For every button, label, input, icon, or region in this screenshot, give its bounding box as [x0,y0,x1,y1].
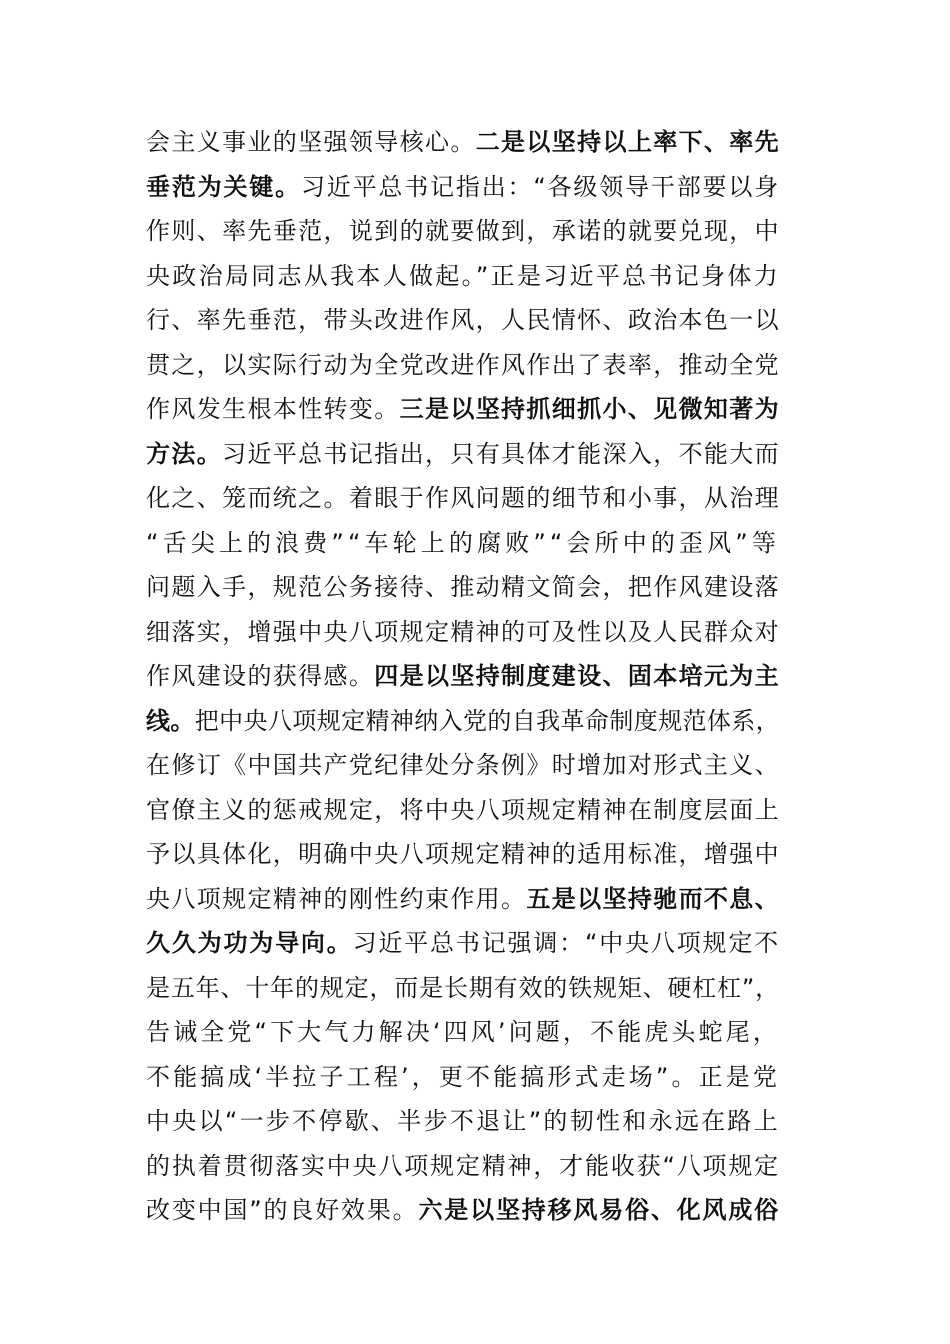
text-line [146,343,780,388]
text-line [146,743,780,788]
text-line [146,120,780,165]
body-text: 作风发生根本性转变。 [146,395,400,423]
bold-heading-text: 线。 [146,706,195,735]
body-text: 贯之，以实际行动为全党改进作风作出了表率，推动全党 [146,350,780,379]
body-text: 官僚主义的惩戒规定，将中央八项规定精神在制度层面上 [146,795,780,824]
body-text: 会主义事业的坚强领导核心。 [146,128,476,156]
text-line [146,521,780,566]
body-text: 予以具体化，明确中央八项规定精神的适用标准，增强中 [146,840,780,868]
body-text: 把中央八项规定精神纳入党的自我革命制度规范体系， [194,706,781,735]
text-line [146,476,780,521]
bold-heading-text: 二是以坚持以上率下、率先 [475,128,781,156]
body-text: 的执着贯彻落实中央八项规定精神，才能收获“八项规定 [146,1151,780,1180]
text-line [146,1188,780,1233]
text-line [146,254,780,299]
body-text: 问题入手，规范公务接待、推动精文简会，把作风建设落 [146,573,780,601]
body-paragraph [146,120,780,1233]
bold-heading-text: 六是以坚持移风易俗、化风成俗 [418,1196,780,1224]
body-text: “舌尖上的浪费”“车轮上的腐败”“会所中的歪风”等 [146,528,780,557]
text-line [146,832,780,877]
body-text: 告诫全党“下大气力解决‘四风’问题，不能虎头蛇尾， [146,1018,780,1046]
text-line [146,1055,780,1100]
body-text: 行、率先垂范，带头改进作风，人民情怀、政治本色一以 [146,306,780,334]
bold-heading-text: 久久为功为导向。 [146,929,353,957]
body-text: 作风建设的获得感。 [146,662,375,690]
text-line [146,209,780,254]
text-line [146,921,780,966]
text-line [146,788,780,833]
body-text: 央政治局同志从我本人做起。”正是习近平总书记身体力 [146,261,780,290]
text-line [146,298,780,343]
text-line [146,966,780,1011]
body-text: 在修订《中国共产党纪律处分条例》时增加对形式主义、 [146,751,780,779]
text-line [146,1144,780,1189]
bold-heading-text: 方法。 [146,439,223,468]
body-text: 化之、笼而统之。着眼于作风问题的细节和小事，从治理 [146,484,780,512]
text-line [146,432,780,477]
text-line [146,387,780,432]
bold-heading-text: 五是以坚持驰而不息、 [526,884,781,913]
text-line [146,1099,780,1144]
bold-heading-text: 垂范为关键。 [146,172,301,201]
text-line [146,1010,780,1055]
body-text: 作则、率先垂范，说到的就要做到，承诺的就要兑现，中 [146,217,780,245]
body-text: 习近平总书记指出：“各级领导干部要以身 [300,172,780,201]
body-text: 不能搞成‘半拉子工程’，更不能搞形式走场”。正是党 [146,1062,780,1091]
body-text: 改变中国”的良好效果。 [146,1196,419,1224]
body-text: 央八项规定精神的刚性约束作用。 [146,884,527,913]
body-text: 习近平总书记强调：“中央八项规定不 [352,929,781,957]
bold-heading-text: 四是以坚持制度建设、固本培元为主 [374,662,781,690]
text-line [146,165,780,210]
text-line [146,654,780,699]
text-line [146,699,780,744]
body-text: 中央以“一步不停歇、半步不退让”的韧性和永远在路上 [146,1107,780,1135]
text-line [146,877,780,922]
bold-heading-text: 三是以坚持抓细抓小、见微知著为 [399,395,781,423]
text-line [146,565,780,610]
body-text: 习近平总书记指出，只有具体才能深入，不能大而 [222,439,781,468]
text-line [146,610,780,655]
body-text: 是五年、十年的规定，而是长期有效的铁规矩、硬杠杠”， [146,973,780,1002]
body-text: 细落实，增强中央八项规定精神的可及性以及人民群众对 [146,617,780,646]
